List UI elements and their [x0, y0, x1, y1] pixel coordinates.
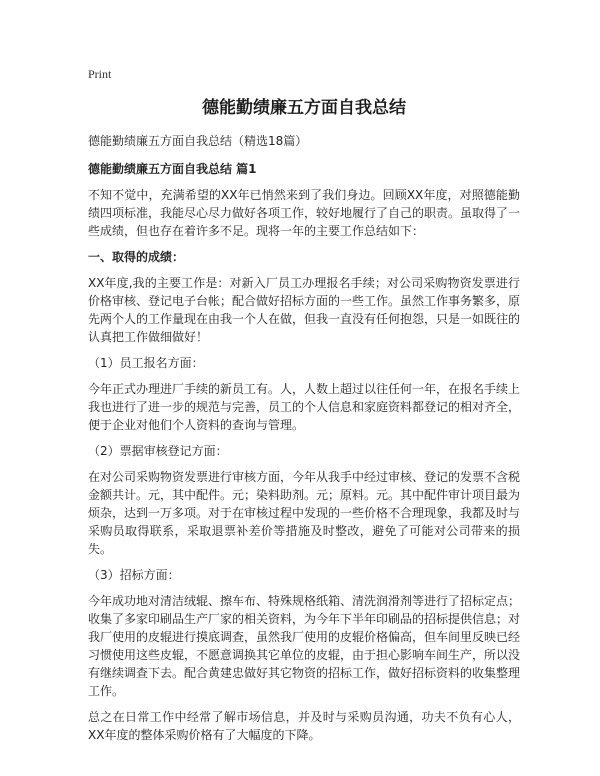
- document-page: [88, 66, 520, 752]
- subtitle: 德能勤绩廉五方面自我总结（精选18篇）: [88, 134, 308, 148]
- item-invoice-heading: （2）票据审核登记方面：: [88, 444, 228, 458]
- item-invoice-paragraph: 在对公司采购物资发票进行审核方面，今年从我手中经过审核、登记的发票不含税金额共计。元，其中配件。元；染料助剂。元；原料。元。其中配件审计项目最为烦杂，达到一万多项。对于在审核过程中发现的一些价格不合理现象，我都及时与采购员取得联系，采取退票补差价等措施及时整改，避免了可能对公司带来的损失。: [88, 470, 521, 556]
- item-bidding-heading: （3）招标方面：: [88, 568, 180, 582]
- section-achievements-paragraph: XX年度,我的主要工作是：对新入厂员工办理报名手续；对公司采购物资发票进行价格审核、登记电子台帐；配合做好招标方面的一些工作。虽然工作事务繁多，原先两个人的工作量现在由我一个人在做，但我一直没有任何抱怨，只是一如既往的认真把工作做细做好！: [88, 276, 521, 344]
- item-registration-heading: （1）员工报名方面：: [88, 356, 204, 370]
- closing-paragraph: 总之在日常工作中经常了解市场信息，并及时与采购员沟通，功夫不负有心人，XX年度的整体采购价格有了大幅度的下降。: [88, 710, 520, 742]
- page-title: 德能勤绩廉五方面自我总结: [202, 98, 406, 118]
- article-heading: 德能勤绩廉五方面自我总结 篇1: [88, 162, 257, 176]
- print-label: Print: [88, 67, 112, 81]
- section-achievements-heading: 一、取得的成绩：: [88, 250, 185, 264]
- intro-paragraph: 不知不觉中，充满希望的XX年已悄然来到了我们身边。回顾XX年度，对照德能勤绩四项标准，我能尽心尽力做好各项工作，较好地履行了自己的职责。虽取得了一些成绩，但也存在着许多不足。现将一年的主要工作总结如下：: [88, 188, 521, 238]
- item-bidding-paragraph: 今年成功地对清洁绒辊、擦车布、特殊规格纸箱、清洗润滑剂等进行了招标定点；收集了多家印刷品生产厂家的相关资料，为今年下半年印刷品的招标提供信息；对我厂使用的皮辊进行摸底调查，虽然我厂使用的皮辊价格偏高，但车间里反映已经习惯使用这些皮辊，不愿意调换其它单位的皮辊，由于担心影响车间生产，所以没有继续调查下去。配合黄建忠做好其它物资的招标工作，做好招标资料的收集整理工作。: [88, 594, 521, 698]
- item-registration-paragraph: 今年正式办理进厂手续的新员工有。人，人数上超过以往任何一年，在报名手续上我也进行了进一步的规范与完善，员工的个人信息和家庭资料都登记的相对齐全，便于企业对他们个人资料的查询与管理。: [88, 382, 521, 432]
